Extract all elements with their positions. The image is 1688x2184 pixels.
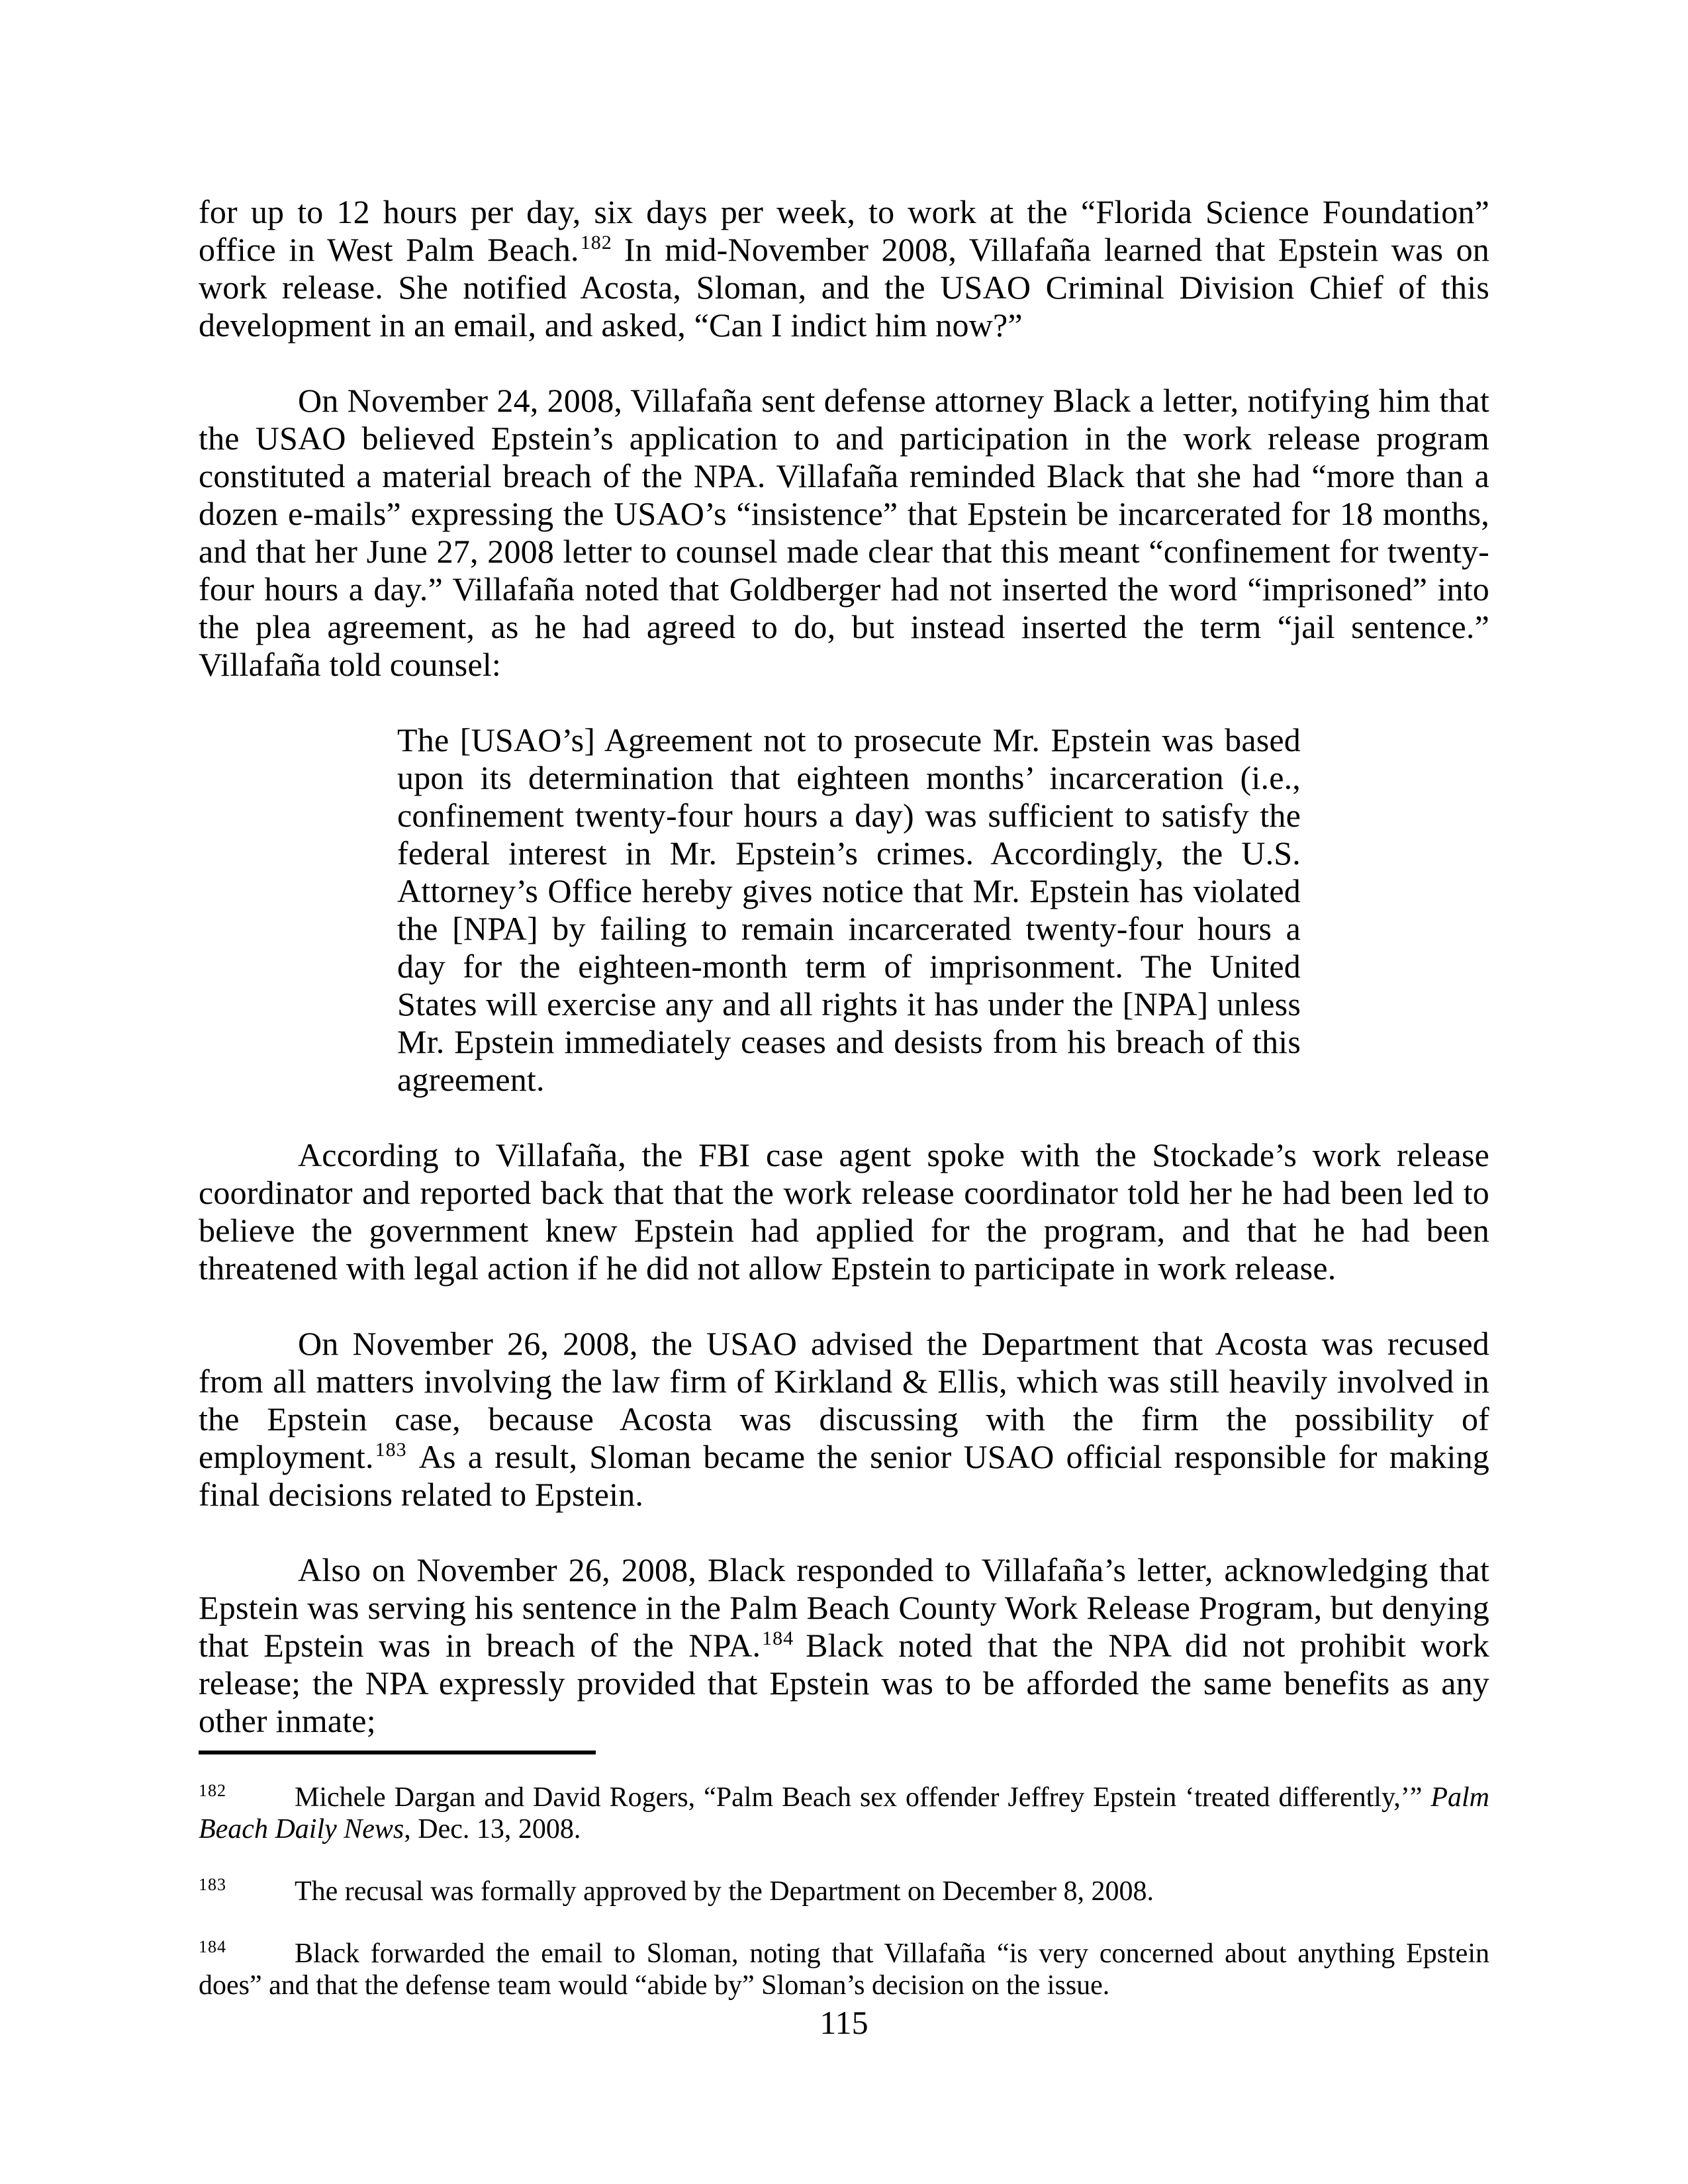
footnote-182 — [199, 1782, 1489, 1845]
footnote-text: Michele Dargan and David Rogers, “Palm Beach sex offender Jeffrey Epstein ‘treated differently,’” — [295, 1782, 1431, 1813]
paragraph-text: On November 26, 2008, the USAO advised the Department that Acosta was recused from all matters involving the law firm of Kirkland & Ellis, which was still heavily involved in the Epstein case, because Acosta was discussing with the firm the possibility of employment. — [199, 1325, 1489, 1475]
page-number: 115 — [820, 2004, 868, 2041]
footnote-number: 183 — [199, 1875, 226, 1894]
footnote-citation-italic: Palm Beach Daily News — [199, 1782, 1489, 1844]
footnotes-block — [199, 1782, 1489, 2032]
paragraph-text: On November 24, 2008, Villafaña sent defense attorney Black a letter, notifying him that the USAO believed Epstein’s application to and participation in the work release program constituted a material breach of the NPA. Villafaña reminded Black that she had “more than a dozen e-mails” expressing the USAO’s “insistence” that Epstein be incarcerated for 18 months, and that her June 27, 2008 letter to counsel made clear that this meant “confinement for twenty-four hours a day.” Villafaña noted that Goldberger had not inserted the word “imprisoned” into the plea agreement, as he had agreed to do, but instead inserted the term “jail sentence.” Villafaña told counsel: — [199, 382, 1489, 683]
footnote-ref-182: 182 — [580, 232, 612, 254]
footnote-183 — [199, 1876, 1489, 1907]
paragraph-black-response — [199, 1551, 1489, 1740]
blockquote-npa-violation-notice — [397, 721, 1301, 1099]
paragraph-text: Also on November 26, 2008, Black responded to Villafaña’s letter, acknowledging that Epstein was serving his sentence in the Palm Beach County Work Release Program, but denying that Epstein was in breach of the NPA. — [199, 1551, 1489, 1664]
footnote-separator-rule — [199, 1751, 596, 1754]
footnote-number: 182 — [199, 1781, 226, 1800]
footnote-ref-183: 183 — [375, 1439, 407, 1461]
paragraph-text: According to Villafaña, the FBI case agent spoke with the Stockade’s work release coordinator and reported back that that the work release coordinator told her he had been led to believe the government knew Epstein had applied for the program, and that he had been threatened with legal action if he did not allow Epstein to participate in work release. — [199, 1136, 1489, 1287]
paragraph-text: Black noted that the NPA did not prohibit work release; the NPA expressly provided that Epstein was to be afforded the same benefits as any other inmate; — [199, 1627, 1489, 1739]
body-text-block — [199, 193, 1489, 1778]
paragraph-nov24-breach-letter — [199, 382, 1489, 684]
footnote-number: 184 — [199, 1937, 226, 1956]
paragraph-acosta-recusal — [199, 1325, 1489, 1514]
footnote-text: , Dec. 13, 2008. — [404, 1814, 581, 1844]
footnote-text: Black forwarded the email to Sloman, noting that Villafaña “is very concerned about anything Epstein does” and that the defense team would “abide by” Sloman’s decision on the issue. — [199, 1938, 1489, 2001]
footnote-ref-184: 184 — [762, 1627, 794, 1650]
paragraph-fbi-work-release-coordinator — [199, 1136, 1489, 1287]
paragraph-text: As a result, Sloman became the senior USAO official responsible for making final decisions related to Epstein. — [199, 1438, 1489, 1513]
blockquote-text: The [USAO’s] Agreement not to prosecute Mr. Epstein was based upon its determination that eighteen months’ incarceration (i.e., confinement twenty-four hours a day) was sufficient to satisfy the federal interest in Mr. Epstein’s crimes. Accordingly, the U.S. Attorney’s Office hereby gives notice that Mr. Epstein has violated the [NPA] by failing to remain incarcerated twenty-four hours a day for the eighteen-month term of imprisonment. The United States will exercise any and all rights it has under the [NPA] unless Mr. Epstein immediately ceases and desists from his breach of this agreement. — [397, 721, 1301, 1098]
paragraph-work-release-continuation — [199, 193, 1489, 344]
footnote-text: The recusal was formally approved by the Department on December 8, 2008. — [295, 1876, 1154, 1907]
paragraph-text: for up to 12 hours per day, six days per week, to work at the “Florida Science Foundation” office in West Palm Beach. — [199, 193, 1489, 268]
paragraph-text: In mid-November 2008, Villafaña learned that Epstein was on work release. She notified Acosta, Sloman, and the USAO Criminal Division Chief of this development in an email, and asked, “Can I indict him now?” — [199, 231, 1489, 343]
footnote-184 — [199, 1938, 1489, 2001]
